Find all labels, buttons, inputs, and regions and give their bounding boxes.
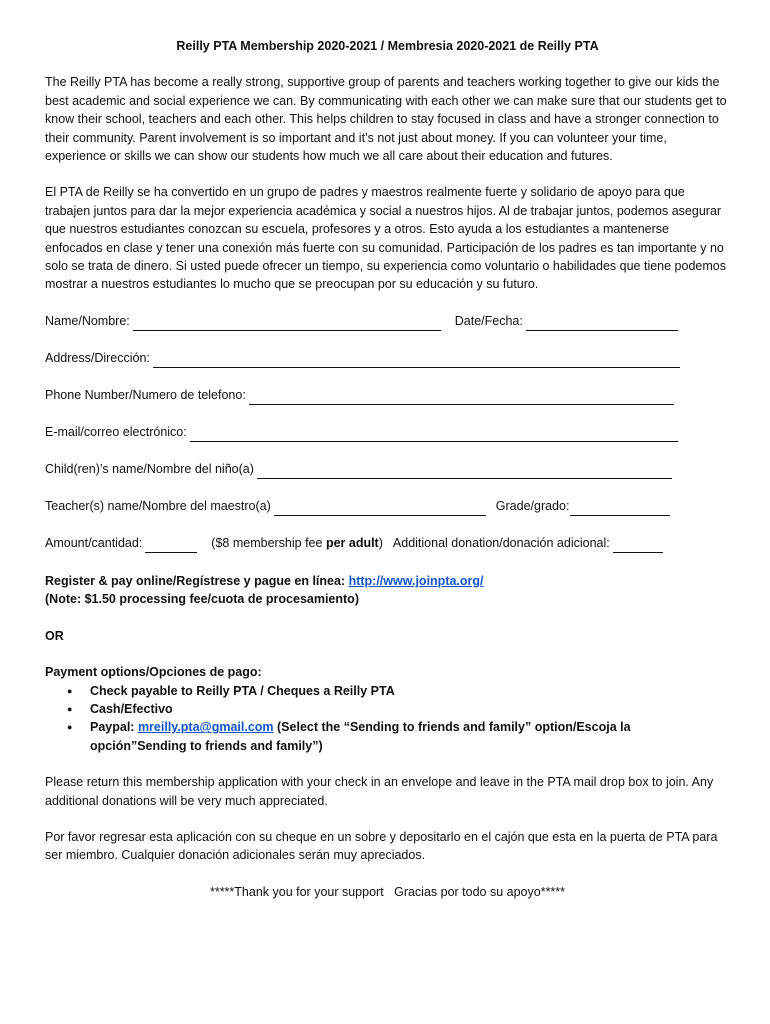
child-label: Child(ren)’s name/Nombre del niño(a) — [45, 462, 254, 477]
name-label: Name/Nombre: — [45, 314, 130, 329]
amount-row — [45, 535, 730, 553]
address-row — [45, 350, 730, 368]
email-label: E-mail/correo electrónico: — [45, 425, 187, 440]
or-divider: OR — [45, 628, 64, 643]
name-date-row — [45, 313, 730, 331]
payment-option-cash: ● Cash/Efectivo — [90, 700, 730, 718]
phone-row — [45, 387, 730, 405]
payment-options-list — [45, 682, 730, 756]
email-field[interactable] — [190, 428, 678, 442]
paypal-email-link[interactable]: mreilly.pta@gmail.com — [137, 720, 274, 735]
joinpta-link[interactable]: http://www.joinpta.org/ — [348, 573, 484, 588]
teacher-label: Teacher(s) name/Nombre del maestro(a) — [45, 499, 271, 514]
return-instructions-english: Please return this membership application with your check in an envelope and leave in the PTA mail drop box to join. Any additional donations will be very much appreciated. — [45, 775, 714, 808]
email-row — [45, 424, 730, 442]
membership-form — [45, 37, 730, 901]
intro-spanish: El PTA de Reilly se ha convertido en un grupo de padres y maestros realmente fuerte y solidario de apoyo para que trabajen juntos para dar la mejor experiencia académica y social a nuestros hijos. Al de trabajar juntos, podemos asegurar que nuestros estudiantes conozcan su escuela, profesores y a otros. Esto ayuda a los estudiantes a mantenerse enfocados en clase y tener una conexión más fuerte con su comunidad. Participación de los padres es tan importante y no solo se trata de dinero. Si usted puede ofrecer un tiempo, su experiencia como voluntario o habilidades que tiene podemos mostrar a nuestros estudiantes lo mucho que se preocupan por su educación y su futuro. — [45, 185, 726, 292]
intro-english: The Reilly PTA has become a really strong, supportive group of parents and teachers working together to give our kids the best academic and social experience we can. By communicating with each other we can make sure that our students get to know their school, teachers and each other. This helps children to stay focused in class and have a stronger connection to their community. Parent involvement is so important and it’s not just about money. If you can volunteer your time, experience or skills we can show our students how much we all care about their education and futures. — [45, 75, 727, 164]
return-instructions-spanish: Por favor regresar esta aplicación con su cheque en un sobre y depositarlo en el cajón que esta en la puerta de PTA para ser miembro. Cualquier donación adicionales serán muy apreciados. — [45, 829, 718, 863]
amount-label: Amount/cantidad: — [45, 536, 143, 551]
payment-option-paypal: ● Paypal: mreilly.pta@gmail.com (Select the “Sending to friends and family” option/Escoja la opción”Sending to friends and family”) — [90, 718, 730, 755]
processing-fee-note: (Note: $1.50 processing fee/cuota de procesamiento) — [45, 592, 359, 607]
payment-option-check: ● Check payable to Reilly PTA / Cheques a Reilly PTA — [90, 682, 730, 700]
grade-label: Grade/grado: — [495, 499, 570, 514]
donation-label: Additional donation/donación adicional: — [392, 536, 610, 551]
teacher-grade-row — [45, 498, 730, 516]
amount-field[interactable] — [145, 539, 197, 553]
phone-label: Phone Number/Numero de telefono: — [45, 388, 246, 403]
thank-you-note: *****Thank you for your support Gracias por todo su apoyo***** — [209, 884, 566, 899]
name-field[interactable] — [133, 317, 441, 331]
teacher-name-field[interactable] — [274, 502, 486, 516]
date-field[interactable] — [526, 317, 678, 331]
fee-note: ($8 membership fee per adult) — [211, 536, 383, 551]
grade-field[interactable] — [570, 502, 670, 516]
child-name-field[interactable] — [257, 465, 672, 479]
page-title: Reilly PTA Membership 2020-2021 / Membresia 2020-2021 de Reilly PTA — [176, 39, 599, 53]
address-field[interactable] — [153, 354, 680, 368]
child-row — [45, 461, 730, 479]
phone-field[interactable] — [249, 391, 674, 405]
date-label: Date/Fecha: — [454, 314, 523, 329]
register-online: Register & pay online/Regístrese y pague en línea: http://www.joinpta.org/ — [45, 573, 484, 588]
donation-field[interactable] — [613, 539, 663, 553]
address-label: Address/Dirección: — [45, 351, 150, 366]
payment-heading: Payment options/Opciones de pago: — [45, 665, 262, 680]
